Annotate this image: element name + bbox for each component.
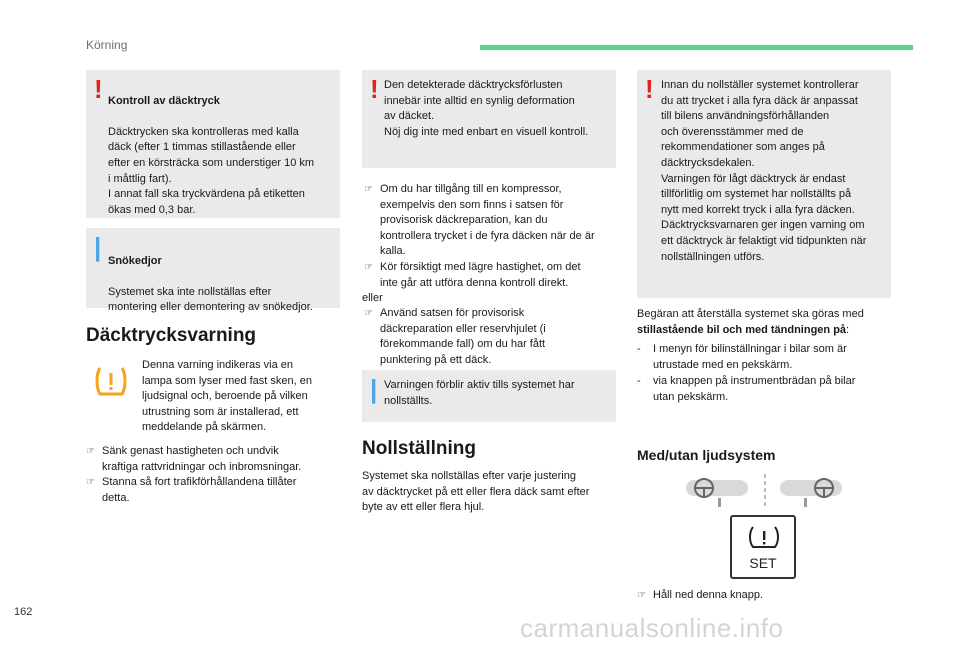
info-bar-icon: | [94, 232, 102, 262]
info-box-warning-active [362, 370, 616, 422]
reset-request-intro: Begäran att återställa systemet ska göras med stillastående bil och med tändningen på: [637, 308, 864, 336]
list-item: - I menyn för bilinställningar i bilar som är utrustade med en pekskärm. [637, 343, 847, 371]
set-button[interactable] [730, 515, 796, 579]
bullet-arrow-icon: ☞ [86, 477, 95, 488]
bullet-arrow-icon: ☞ [86, 446, 95, 457]
warning-box-text: Däcktrycken ska kontrolleras med kalla däck (efter 1 timmas stillastående eller efter en körsträcka som understiger 10 km i måttlig fart). I annat fall ska tryckvärdena på etiketten ökas med 0,3 bar. [108, 125, 315, 216]
warning-exclamation-icon: ! [94, 74, 103, 104]
warning-box-title: Kontroll av däcktryck [108, 94, 220, 107]
warning-box-deformation [362, 70, 616, 168]
info-box-text: Systemet ska inte nollställas efter montering eller demontering av snökedjor. [108, 285, 313, 314]
list-item: ☞ Stanna så fort trafikförhållandena tillåter detta. [86, 476, 297, 504]
info-box-text: Varningen förblir aktiv tills systemet har nollställts. [384, 379, 575, 407]
section-accent-bar [480, 45, 913, 50]
list-item: ☞ Om du har tillgång till en kompressor, exempelvis den som finns i satsen för provisorisk däckreparation, kan du kontrollera trycket i de fyra däcken när de är kalla. [364, 183, 595, 258]
info-bar-icon: | [370, 374, 378, 404]
list-item: ☞ Använd satsen för provisorisk däckreparation eller reservhjulet (i förekommande fall) om du har fått punktering på ett däck. [364, 307, 546, 366]
bullet-arrow-icon: ☞ [364, 184, 373, 195]
or-text: eller [362, 292, 383, 304]
section-label: Körning [86, 38, 128, 52]
warning-description: Denna varning indikeras via en lampa som lyser med fast sken, en ljudsignal och, beroende på vilken utrustning som är installerad, ett meddelande på skärmen. [142, 359, 312, 434]
bullet-arrow-icon: ☞ [364, 308, 373, 319]
page-number: 162 [14, 606, 33, 618]
bullet-arrow-icon: ☞ [637, 590, 646, 601]
tyre-pressure-lamp-icon [94, 364, 128, 398]
heading-reset: Nollställning [362, 438, 476, 459]
list-item: - via knappen på instrumentbrädan på bilar utan pekskärm. [637, 375, 856, 403]
warning-exclamation-icon: ! [645, 74, 654, 104]
info-box-snow-chains [86, 228, 340, 314]
warning-box-before-reset [637, 70, 891, 298]
set-button-label: SET [749, 555, 777, 571]
list-item: ☞ Kör försiktigt med lägre hastighet, om det inte går att utföra denna kontroll direkt. [364, 261, 581, 289]
list-item: ☞ Sänk genast hastigheten och undvik kraftiga rattvridningar och inbromsningar. [86, 445, 302, 473]
list-item: ☞ Håll ned denna knapp. [637, 588, 893, 604]
tyre-pressure-icon [748, 525, 780, 549]
warning-exclamation-icon: ! [370, 74, 379, 104]
warning-box-pressure-check [86, 70, 340, 218]
bullet-arrow-icon: ☞ [364, 262, 373, 273]
warning-box-text: Innan du nollställer systemet kontrollerar du att trycket i alla fyra däck är anpassat till bilens användningsförhållanden och överensstämmer med de rekommendationer som anges på däcktrycksdekalen. Varningen för lågt däcktryck är endast tillförlitlig om systemet har nollställts på nytt med korrekt tryck i alla fyra däcken. Däcktrycksvarnaren ger ingen varning om ett däcktryck är felaktigt vid tidpunkten när nollställningen utförs. [661, 79, 867, 263]
heading-with-without-audio: Med/utan ljudsystem [637, 447, 776, 463]
heading-tyre-warning: Däcktrycksvarning [86, 325, 257, 346]
warning-box-text: Den detekterade däcktrycksförlusten innebär inte alltid en synlig deformation av däcket. Nöj dig inte med enbart en visuell kontroll. [384, 79, 589, 138]
info-box-title: Snökedjor [108, 254, 162, 267]
footer-watermark: carmanualsonline.info [520, 613, 784, 643]
dashboard-illustration [684, 470, 844, 510]
reset-description: Systemet ska nollställas efter varje justering av däcktrycket på ett eller flera däck samt efter byte av ett eller flera hjul. [362, 470, 590, 514]
